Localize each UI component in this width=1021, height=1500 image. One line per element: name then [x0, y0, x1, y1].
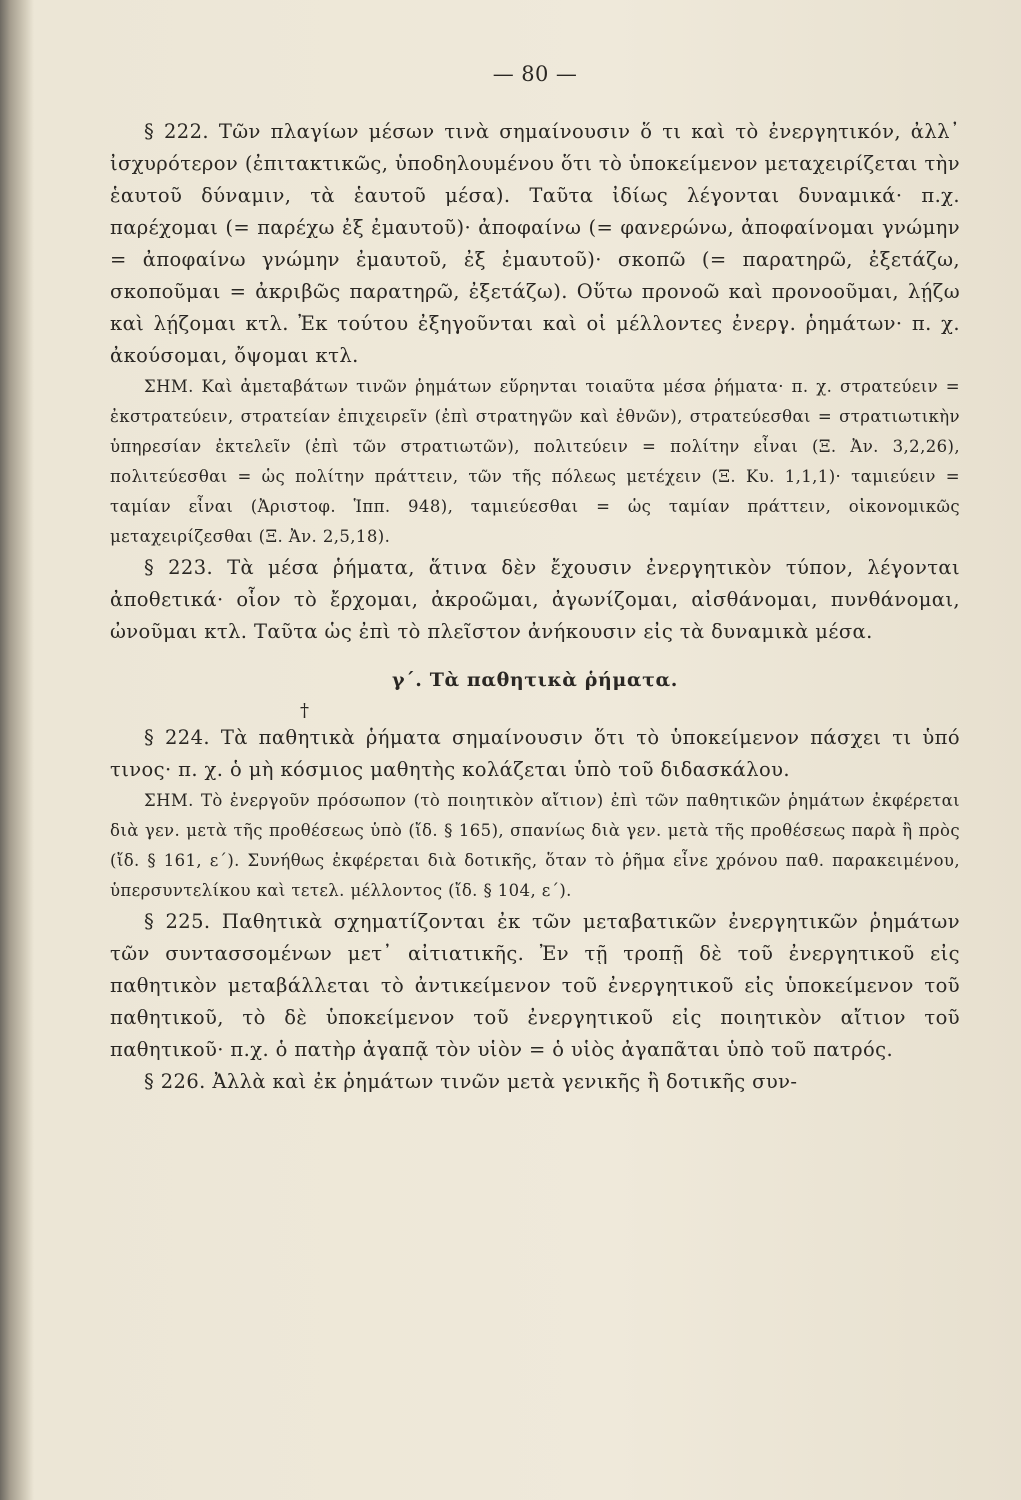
section-224: § 224. Τὰ παθητικὰ ῥήματα σημαίνουσιν ὅτι τὸ ὑποκείμενον πάσχει τι ὑπό τινος· π. χ. ὁ μὴ κόσμιος μαθητὴς κολάζεται ὑπὸ τοῦ διδασκάλου. [110, 726, 960, 781]
page-binding-edge [0, 0, 34, 1500]
section-222: § 222. Τῶν πλαγίων μέσων τινὰ σημαίνουσιν ὅ τι καὶ τὸ ἐνεργητικόν, ἀλλ᾽ ἰσχυρότερον (ἐπιτακτικῶς, ὑποδηλουμένου ὅτι τὸ ὑποκείμενον μεταχειρίζεται τὴν ἑαυτοῦ δύναμιν, τὰ ἑαυτοῦ μέσα). Ταῦτα ἰδίως λέγονται δυναμικά· π.χ. παρέχομαι (= παρέχω ἐξ ἐμαυτοῦ)· ἀποφαίνω (= φανερώνω, ἀποφαίνομαι γνώμην = ἀποφαίνω γνώμην ἐμαυτοῦ, ἐξ ἐμαυτοῦ)· σκοπῶ (= παρατηρῶ, ἐξετάζω, σκοποῦμαι = ἀκριβῶς παρατηρῶ, ἐξετάζω). Οὕτω προνοῶ καὶ προνοοῦμαι, λῄζω καὶ λῄζομαι κτλ. Ἐκ τούτου ἐξηγοῦνται καὶ οἱ μέλλοντες ἐνεργ. ῥημάτων· π. χ. ἀκούσομαι, ὄψομαι κτλ. [110, 120, 960, 367]
section-225: § 225. Παθητικὰ σχηματίζονται ἐκ τῶν μεταβατικῶν ἐνεργητικῶν ῥημάτων τῶν συντασσομένων μετ᾽ αἰτιατικῆς. Ἐν τῇ τροπῇ δὲ τοῦ ἐνεργητικοῦ εἰς παθητικὸν μεταβάλλεται τὸ ἀντικείμενον τοῦ ἐνεργητικοῦ εἰς ὑποκείμενον τοῦ παθητικοῦ, τὸ δὲ ὑποκείμενον τοῦ ἐνεργητικοῦ εἰς ποιητικὸν αἴτιον τοῦ παθητικοῦ· π.χ. ὁ πατὴρ ἀγαπᾷ τὸν υἱὸν = ὁ υἱὸς ἀγαπᾶται ὑπὸ τοῦ πατρός. [110, 910, 960, 1061]
page-number: — 80 — [492, 62, 578, 86]
section-heading-passive-verbs: γ΄. Τὰ παθητικὰ ῥήματα. [392, 669, 678, 691]
section-223: § 223. Τὰ μέσα ῥήματα, ἅτινα δὲν ἔχουσιν ἐνεργητικὸν τύπον, λέγονται ἀποθετικά· οἷον τὸ ἔρχομαι, ἀκροῶμαι, ἀγωνίζομαι, αἰσθάνομαι, πυνθάνομαι, ὠνοῦμαι κτλ. Ταῦτα ὡς ἐπὶ τὸ πλεῖστον ἀνήκουσιν εἰς τὰ δυναμικὰ μέσα. [110, 556, 960, 643]
handwritten-mark: † [300, 700, 310, 721]
page-content [110, 58, 960, 1098]
note-224: ΣΗΜ. Τὸ ἐνεργοῦν πρόσωπον (τὸ ποιητικὸν αἴτιον) ἐπὶ τῶν παθητικῶν ῥημάτων ἐκφέρεται διὰ γεν. μετὰ τῆς προθέσεως ὑπὸ (ἴδ. § 165), σπανίως διὰ γεν. μετὰ τῆς προθέσεως παρὰ ἢ πρὸς (ἴδ. § 161, ε΄). Συνήθως ἐκφέρεται διὰ δοτικῆς, ὅταν τὸ ῥῆμα εἶνε χρόνου παθ. παρακειμένου, ὑπερσυντελίκου καὶ τετελ. μέλλοντος (ἴδ. § 104, ε΄). [110, 791, 960, 900]
section-226: § 226. Ἀλλὰ καὶ ἐκ ῥημάτων τινῶν μετὰ γενικῆς ἢ δοτικῆς συν- [144, 1070, 798, 1093]
note-222: ΣΗΜ. Καὶ ἀμεταβάτων τινῶν ῥημάτων εὕρηνται τοιαῦτα μέσα ῥήματα· π. χ. στρατεύειν = ἐκστρατεύειν, στρατείαν ἐπιχειρεῖν (ἐπὶ στρατηγῶν καὶ ἐθνῶν), στρατεύεσθαι = στρατιωτικὴν ὑπηρεσίαν ἐκτελεῖν (ἐπὶ τῶν στρατιωτῶν), πολιτεύειν = πολίτην εἶναι (Ξ. Ἀν. 3,2,26), πολιτεύεσθαι = ὡς πολίτην πράττειν, τῶν τῆς πόλεως μετέχειν (Ξ. Κυ. 1,1,1)· ταμιεύειν = ταμίαν εἶναι (Ἀριστοφ. Ἱππ. 948), ταμιεύεσθαι = ὡς ταμίαν πράττειν, οἰκονομικῶς μεταχειρίζεσθαι (Ξ. Ἀν. 2,5,18). [110, 377, 960, 546]
